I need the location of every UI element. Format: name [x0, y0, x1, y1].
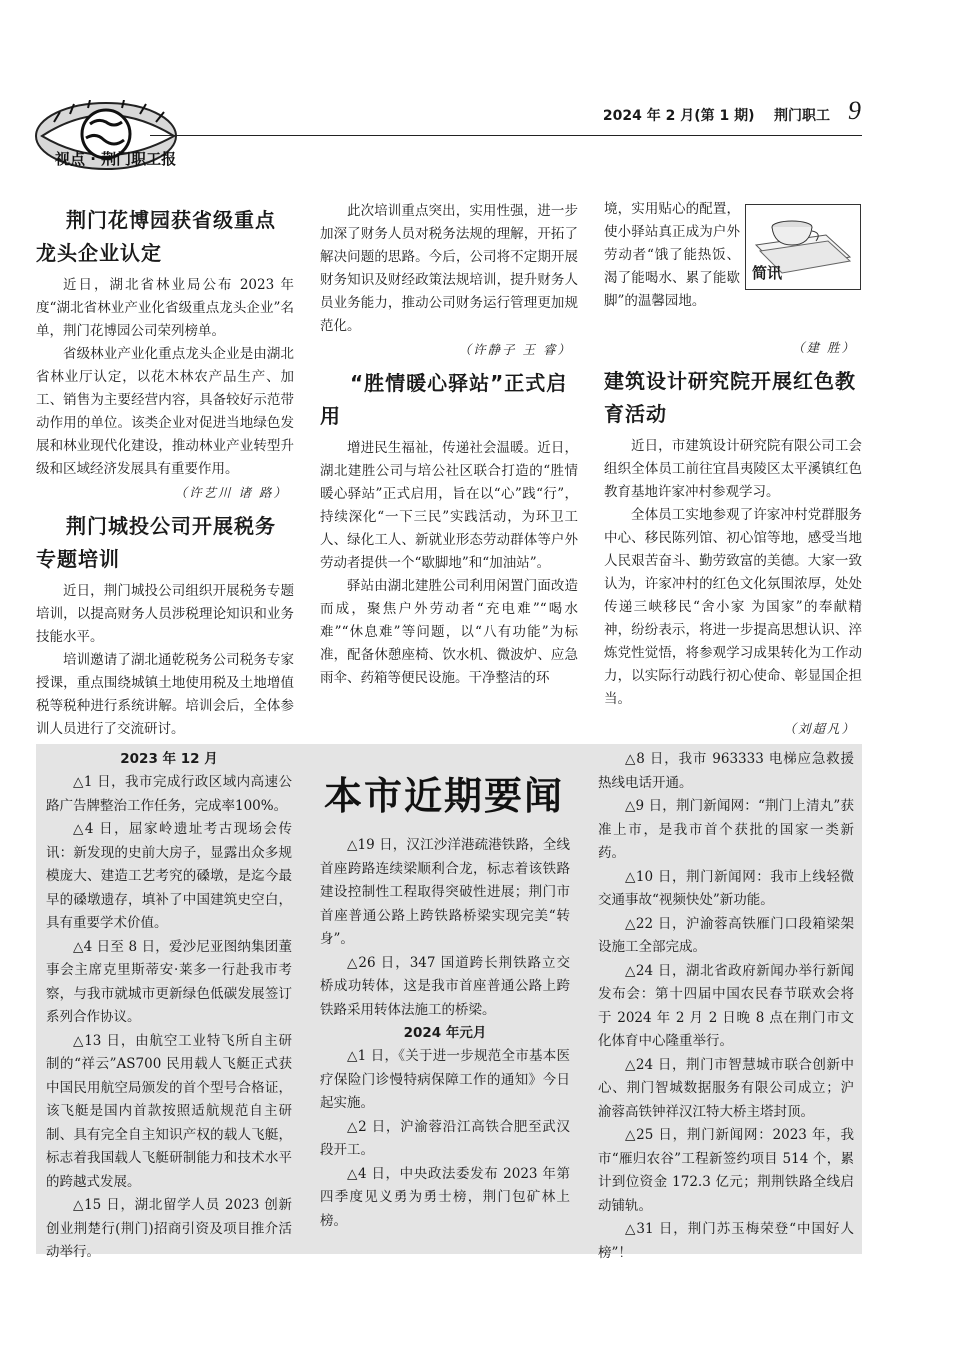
article-2-paragraph: 培训邀请了湖北通乾税务公司税务专家授课，重点围绕城镇土地使用税及土地增值税等税种进行系统讲解。培训会后，全体参训人员进行了交流研讨。	[36, 652, 294, 737]
news-title: 本市近期要闻	[323, 774, 564, 818]
article-3-continued: 境，实用贴心的配置，使小驿站真正成为户外劳动者“饿了能热饭、渴了能喝水、累了能歇脚”的温馨园地。	[604, 201, 740, 309]
article-1-paragraph: 近日，湖北省林业局公布 2023 年度“湖北省林业产业化省级重点龙头企业”名单，荆门花博园公司荣列榜单。	[36, 277, 294, 339]
column-3-text	[604, 198, 862, 746]
brief-float	[740, 198, 862, 336]
article-2-title: 荆门城投公司开展税务专题培训	[36, 514, 276, 571]
news-item: △4 日至 8 日，爱沙尼亚图纳集团董事会主席克里斯蒂安·莱多一行赴我市考察，与我市就城市更新绿色低碳发展签订系列合作协议。	[46, 938, 292, 1025]
news-column-3	[598, 748, 854, 1265]
news-item: △1 日，《关于进一步规范全市基本医疗保险门诊慢特病保障工作的通知》今日起实施。	[320, 1048, 570, 1111]
news-item: △26 日，347 国道跨长荆铁路立交桥成功转体，这是我市首座普通公路上跨铁路采用转体法施工的桥梁。	[320, 954, 570, 1018]
issue-date: 2024 年 2 月(第 1 期)	[602, 108, 755, 124]
news-item: △1 日，我市完成行政区域内高速公路广告牌整治工作任务，完成率100%。	[46, 774, 292, 814]
article-2-author: （许静子 王 睿）	[458, 342, 572, 357]
brief-label: 简讯	[752, 264, 783, 282]
article-4-author: （刘超凡）	[783, 721, 856, 736]
article-1-title: 荆门花博园获省级重点龙头企业认定	[36, 208, 276, 265]
article-3-author: （建 胜）	[792, 340, 856, 355]
news-column-1	[46, 748, 292, 1265]
article-4-paragraph: 全体员工实地参观了许家冲村党群服务中心、移民陈列馆、初心馆等地，感受当地人民艰苦奋斗、勤劳致富的美德。大家一致认为，许家冲村的红色文化氛围浓厚，处处传递三峡移民“舍小家 为国家”的奉献精神，纷纷表示，将进一步提高思想认识、淬炼党性觉悟，将参观学习成果转化为工作动力，以实际行动践行初心使命、彰显国企担当。	[604, 507, 862, 707]
news-item: △13 日，由航空工业特飞所自主研制的“祥云”AS700 民用载人飞艇正式获中国民用航空局颁发的首个型号合格证，该飞艇是国内首款按照适航规范自主研制、具有完全自主知识产权的载人飞艇，标志着我国载人飞艇研制能力和技术水平的跨越式发展。	[46, 1032, 292, 1190]
header-rule	[150, 135, 862, 136]
news-item: △9 日，荆门新闻网：“荆门上清丸”获准上市，是我市首个获批的国家一类新药。	[598, 798, 854, 861]
article-1-author: （许艺川 诸 路）	[174, 485, 288, 500]
article-2-paragraph: 近日，荆门城投公司组织开展税务专题培训，以提高财务人员涉税理论知识和业务技能水平。	[36, 583, 294, 645]
news-item: △24 日，湖北省政府新闻办举行新闻发布会：第十四届中国农民春节联欢会将于 2024 年 2 月 2 日晚 8 点在荆门市文化体育中心隆重举行。	[598, 962, 854, 1049]
page-number: 9	[848, 96, 861, 125]
column-2	[320, 200, 578, 690]
article-2-paragraph: 此次培训重点突出，实用性强，进一步加深了财务人员对税务法规的理解，开拓了解决问题的思路。今后，公司将不定期开展财务知识及财经政策法规培训，提升财务人员业务能力，推动公司财务运行管理更加规范化。	[320, 203, 578, 334]
news-item: △22 日，沪渝蓉高铁雁门口段箱梁架设施工全部完成。	[598, 915, 854, 955]
news-item: △8 日，我市 963333 电梯应急救援热线电话开通。	[598, 751, 854, 791]
issue-info	[603, 105, 830, 125]
article-3-paragraph: 驿站由湖北建胜公司利用闲置门面改造而成，聚焦户外劳动者“充电难”“喝水难”“休息难”等问题，以“八有功能”为标准，配备休憩座椅、饮水机、微波炉、应急雨伞、药箱等便民设施。干净整洁的环	[320, 578, 578, 686]
news-item: △15 日，湖北留学人员 2023 创新创业荆楚行(荆门)招商引资及项目推介活动举行。	[46, 1197, 292, 1260]
news-column-2	[320, 834, 570, 1233]
article-3-title: “胜情暖心驿站”正式启用	[320, 371, 568, 428]
news-month-heading: 2024 年元月	[403, 1025, 487, 1041]
news-item: △10 日，荆门新闻网：我市上线轻微交通事故“视频快处”新功能。	[598, 868, 854, 908]
news-item: △24 日，荆门市智慧城市联合创新中心、荆门智城数据服务有限公司成立；沪渝蓉高铁钟祥汉江特大桥主塔封顶。	[598, 1056, 854, 1120]
column-1	[36, 198, 294, 741]
article-3-paragraph: 增进民生福祉，传递社会温暖。近日，湖北建胜公司与培公社区联合打造的“胜情暖心驿站”正式启用，旨在以“心”践“行”，持续深化“一下三民”实践活动，为环卫工人、绿化工人、新就业形态劳动群体等户外劳动者提供一个“歇脚地”和“加油站”。	[320, 440, 578, 571]
logo-label: 视点 · 荆门职工报	[55, 150, 177, 168]
news-month-heading: 2023 年 12 月	[120, 751, 218, 767]
article-4-paragraph: 近日，市建筑设计研究院有限公司工会组织全体员工前往宜昌夷陵区太平溪镇红色教育基地许家冲村参观学习。	[604, 438, 862, 500]
news-item: △31 日，荆门苏玉梅荣登“中国好人榜”！	[598, 1221, 854, 1261]
news-item: △4 日，中央政法委发布 2023 年第四季度见义勇为勇士榜，荆门包矿林上榜。	[320, 1165, 570, 1229]
paper-name: 荆门职工	[774, 108, 830, 124]
news-item: △19 日，汉江沙洋港疏港铁路，全线首座跨路连续梁顺利合龙，标志着该铁路建设控制性工程取得突破性进展；荆门市首座普通公路上跨铁路桥梁实现完美“转身”。	[320, 837, 570, 947]
news-item: △4 日，屈家岭遗址考古现场会传讯：新发现的史前大房子，显露出众多规模庞大、建造工艺考究的磉墩，是迄今最早的磉墩遗存，填补了中国建筑史空白，具有重要学术价值。	[46, 821, 292, 931]
news-item: △2 日，沪渝蓉沿江高铁合肥至武汉段开工。	[320, 1118, 570, 1158]
article-4-title: 建筑设计研究院开展红色教育活动	[604, 369, 856, 426]
news-item: △25 日，荆门新闻网：2023 年，我市“雁归农谷”工程新签约项目 514 个，累计到位资金 172.3 亿元；荆荆铁路全线启动铺轨。	[598, 1127, 854, 1214]
article-1-paragraph: 省级林业产业化重点龙头企业是由湖北省林业厅认定，以花木林农产品生产、加工、销售为主要经营内容，具备较好示范带动作用的单位。该类企业对促进当地绿色发展和林业现代化建设，推动林业产业转型升级和区域经济发展具有重要作用。	[36, 346, 294, 477]
